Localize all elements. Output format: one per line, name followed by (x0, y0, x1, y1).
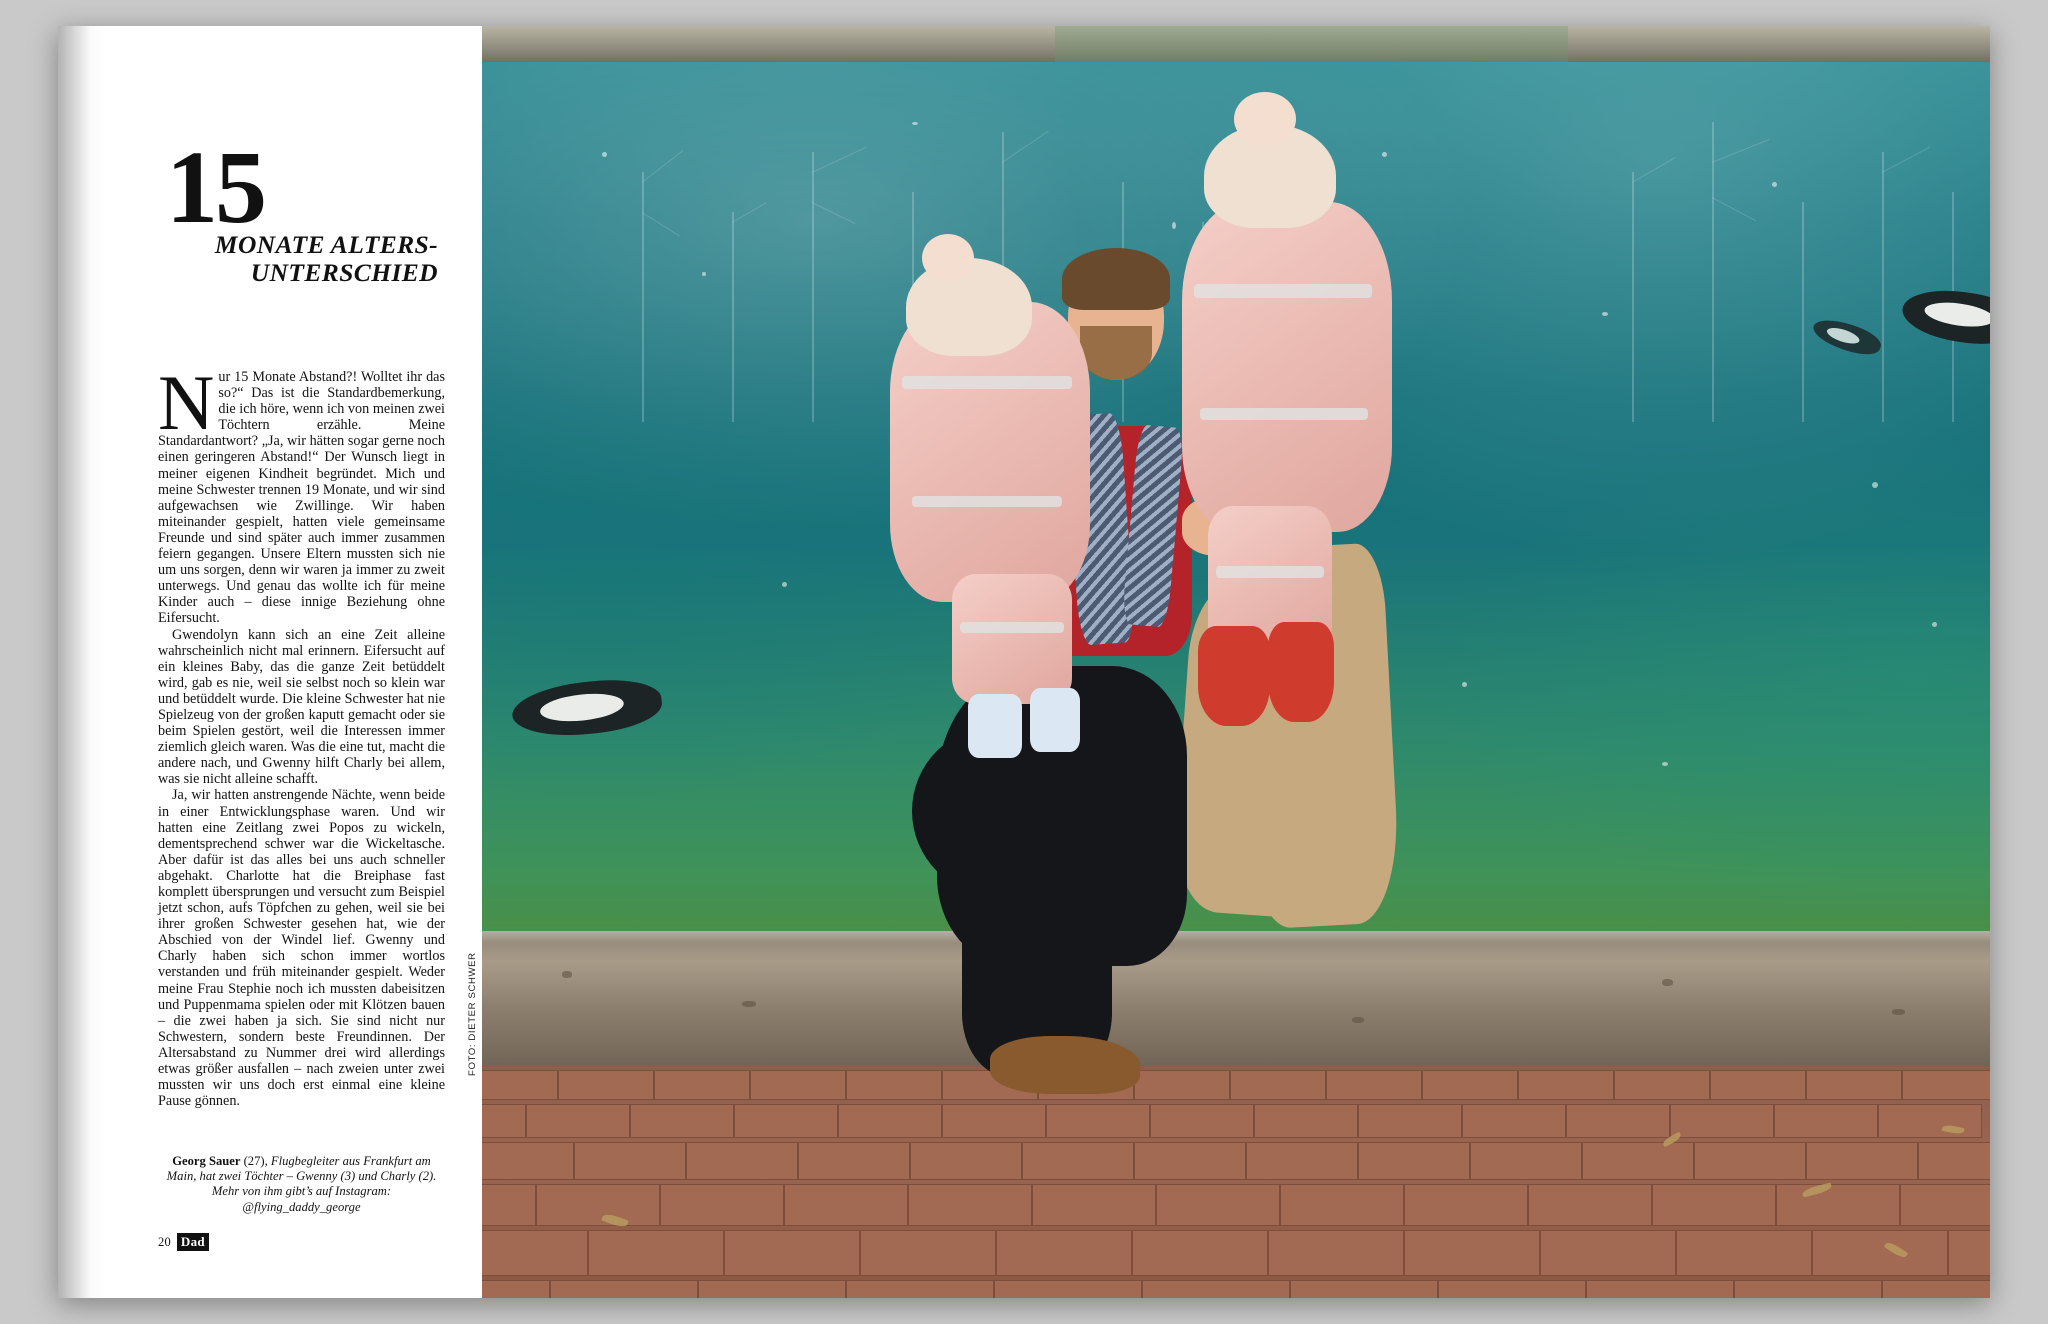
child-left-pompom (922, 234, 974, 282)
child-right-boot (1198, 626, 1270, 726)
caption-age: (27) (243, 1154, 265, 1168)
photo-subjects (482, 26, 1990, 1298)
body-copy (158, 359, 445, 1110)
headline-subtitle-line2: UNTERSCHIED (250, 258, 438, 288)
child-left-legs (952, 574, 1072, 704)
child-right-pompom (1234, 92, 1296, 146)
child-left-sock-2 (1030, 688, 1080, 752)
folio (158, 1234, 209, 1250)
headline-block (158, 130, 448, 288)
caption-role: , Flugbegleiter aus Frankfurt am Main, hat zwei Töchter – Gwenny (3) und Charly (2). Mehr von ihm gibt’s auf Instagram: @flying_daddy_george (166, 1154, 437, 1214)
magazine-spread (58, 26, 1990, 1298)
paragraph: Gwendolyn kann sich an eine Zeit alleine wahrscheinlich nicht mal erinnern. Eifersucht auf ein kleines Baby, das die ganze Zeit betüddelt wird, gab es nie, weil sie selbst noch so klein war und betüddelt wurde. Die kleine Schwester hat nie Spielzeug von der großen kaputt gemacht oder sie beim Spielen gestört, weil die Interessen immer ziemlich gleich waren. Was die eine tut, macht die andere nach, und Gwenny hilft Charly bei allem, was sie nicht alleine schafft. (158, 626, 445, 788)
drop-cap: N (158, 359, 215, 446)
mans-hair (1062, 248, 1170, 310)
paragraph-text: ur 15 Monate Abstand?! Wolltet ihr das so?“ Das ist die Standardbemerkung, die ich höre, wenn ich von meinen zwei Töchtern erzähle. Meine Standardantwort? „Ja, wir hätten sogar gerne noch einen geringeren Abstand!“ Der Wunsch liegt in meiner eigenen Kindheit begründet. Mich und meine Schwester trennen 19 Monate, und wir sind aufgewachsen wie Zwillinge. Wir haben miteinander gespielt, hatten viele gemeinsame Freunde und sind später auch immer zusammen feiern gegangen. Unsere Eltern mussten sich nie um uns sorgen, denn wir waren ja immer zu zweit unterwegs. Und genau das wollte ich für meine Kinder auch – diese innige Beziehung ohne Eifersucht. (158, 369, 445, 627)
mans-beard (1080, 326, 1152, 380)
page-number: 20 (158, 1235, 171, 1249)
caption-name: Georg Sauer (172, 1154, 241, 1168)
photo-credit: FOTO: DIETER SCHWER (467, 952, 478, 1076)
headline-subtitle-line1: MONATE ALTERS- (214, 230, 438, 260)
magazine-logo: Dad (177, 1233, 209, 1251)
page-title: 15 (166, 130, 264, 245)
paragraph (158, 359, 445, 627)
full-bleed-photo (482, 26, 1990, 1298)
mans-shoe (990, 1036, 1140, 1094)
child-right-boot-2 (1268, 622, 1334, 722)
paragraph: Ja, wir hatten anstrengende Nächte, wenn beide in einer Entwicklungsphase waren. Und wir hatten eine Zeitlang zwei Popos zu wickeln, dementsprechend schwer war die Wickeltasche. Aber dafür ist das alles bei uns auch schneller abgehakt. Charlotte hat die Breiphase fast komplett übersprungen und versucht zum Beispiel jetzt schon, aufs Töpfchen zu gehen, weil sie bei ihrer großen Schwester gesehen hat, wie der Abschied von der Windel lief. Gwenny und Charly haben sich schon immer wortlos verstanden und früh miteinander gespielt. Weder meine Frau Stephie noch ich mussten dabeisitzen und Puppenmama spielen oder mit Klötzen bauen – die zwei haben ja sich. Sie sind nicht nur Schwestern, sondern beste Freundinnen. Der Altersabstand zu Nummer drei wird allerdings etwas größer ausfallen – nach zweien unter zwei mussten wir uns doch erst einmal eine kleine Pause gönnen. (158, 787, 445, 1110)
photo-caption (158, 1154, 445, 1215)
child-left-hat (906, 258, 1032, 356)
child-left-sock (968, 694, 1022, 758)
left-text-page (58, 26, 463, 1298)
child-right-snowsuit (1182, 202, 1392, 532)
